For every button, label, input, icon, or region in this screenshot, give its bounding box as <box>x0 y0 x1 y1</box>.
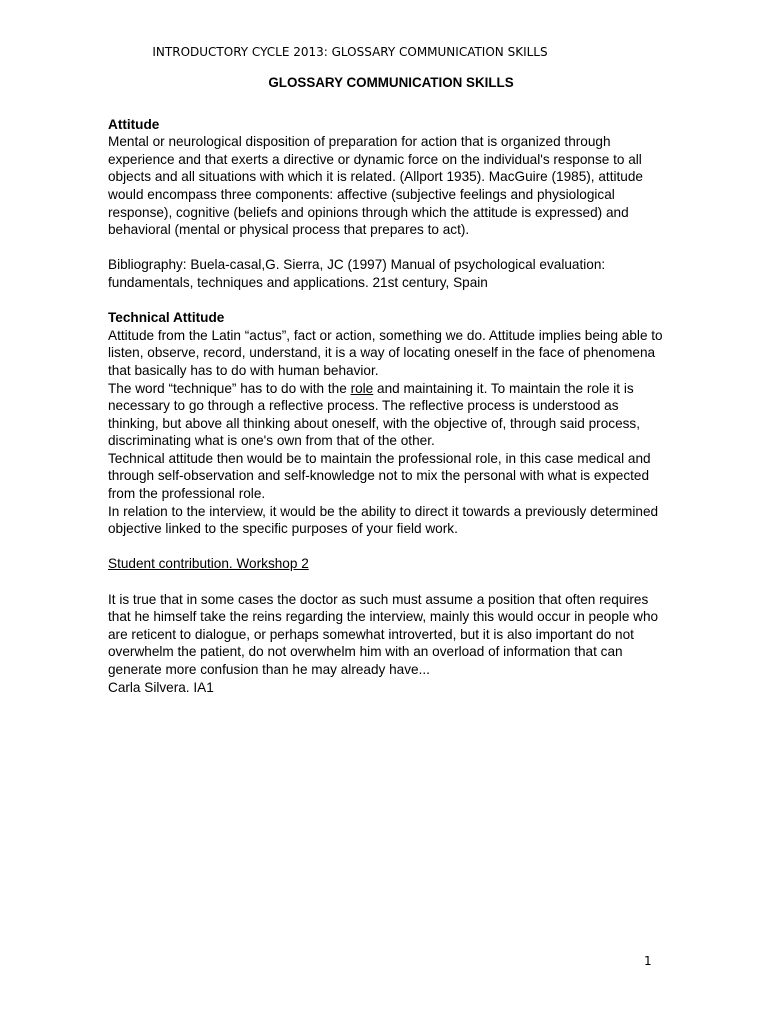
technical-attitude-heading: Technical Attitude <box>108 310 225 326</box>
technical-attitude-paragraph-1: Attitude from the Latin “actus”, fact or action, something we do. Attitude implies being able to listen, observe, record, understand, it is a way of locating oneself in the face of phenomena that basically has to do with human behavior. <box>108 327 663 378</box>
page-number: 1 <box>644 954 652 968</box>
document-title: GLOSSARY COMMUNICATION SKILLS <box>268 75 514 90</box>
paragraph-2-text-before: The word “technique” has to do with the <box>108 380 351 396</box>
attitude-definition: Mental or neurological disposition of preparation for action that is organized through experience and that exerts a directive or dynamic force on the individual's response to all objects and all situations with which it is related. (Allport 1935). MacGuire (1985), attitude would encompass three components: affective (subjective feelings and physiological response), cognitive (beliefs and opinions through which the attitude is expressed) and behavioral (mental or physical process that prepares to act). <box>108 134 643 238</box>
document-body <box>108 74 664 696</box>
role-link[interactable]: role <box>350 380 374 396</box>
running-header: INTRODUCTORY CYCLE 2013: GLOSSARY COMMUNICATION SKILLS <box>152 45 548 59</box>
student-signature: Carla Silvera. IA1 <box>108 679 214 695</box>
paragraph-2-text-after: and maintaining it. To maintain the role it is necessary to go through a reflective process. The reflective process is understood as thinking, but above all thinking about oneself, with the objective of, through said process, discriminating what is one's own from that of the other. <box>108 380 641 449</box>
attitude-bibliography: Bibliography: Buela-casal,G. Sierra, JC (1997) Manual of psychological evaluation: fundamentals, techniques and applications. 21st century, Spain <box>108 257 606 290</box>
technical-attitude-paragraph-4: In relation to the interview, it would be the ability to direct it towards a previously determined objective linked to the specific purposes of your field work. <box>108 503 659 537</box>
attitude-heading: Attitude <box>108 116 160 132</box>
technical-attitude-paragraph-2 <box>108 380 664 450</box>
technical-attitude-paragraph-3: Technical attitude then would be to maintain the professional role, in this case medical and through self-observation and self-knowledge not to mix the personal with what is expected from the professional role. <box>108 450 651 502</box>
student-contribution-body: It is true that in some cases the doctor as such must assume a position that often requires that he himself take the reins regarding the interview, mainly this would occur in people who are reticent to dialogue, or perhaps somewhat introverted, but it is also important do not overwhelm the patient, do not overwhelm him with an overload of information that can generate more confusion than he may already have... <box>108 591 659 677</box>
student-contribution-heading: Student contribution. Workshop 2 <box>108 556 309 572</box>
